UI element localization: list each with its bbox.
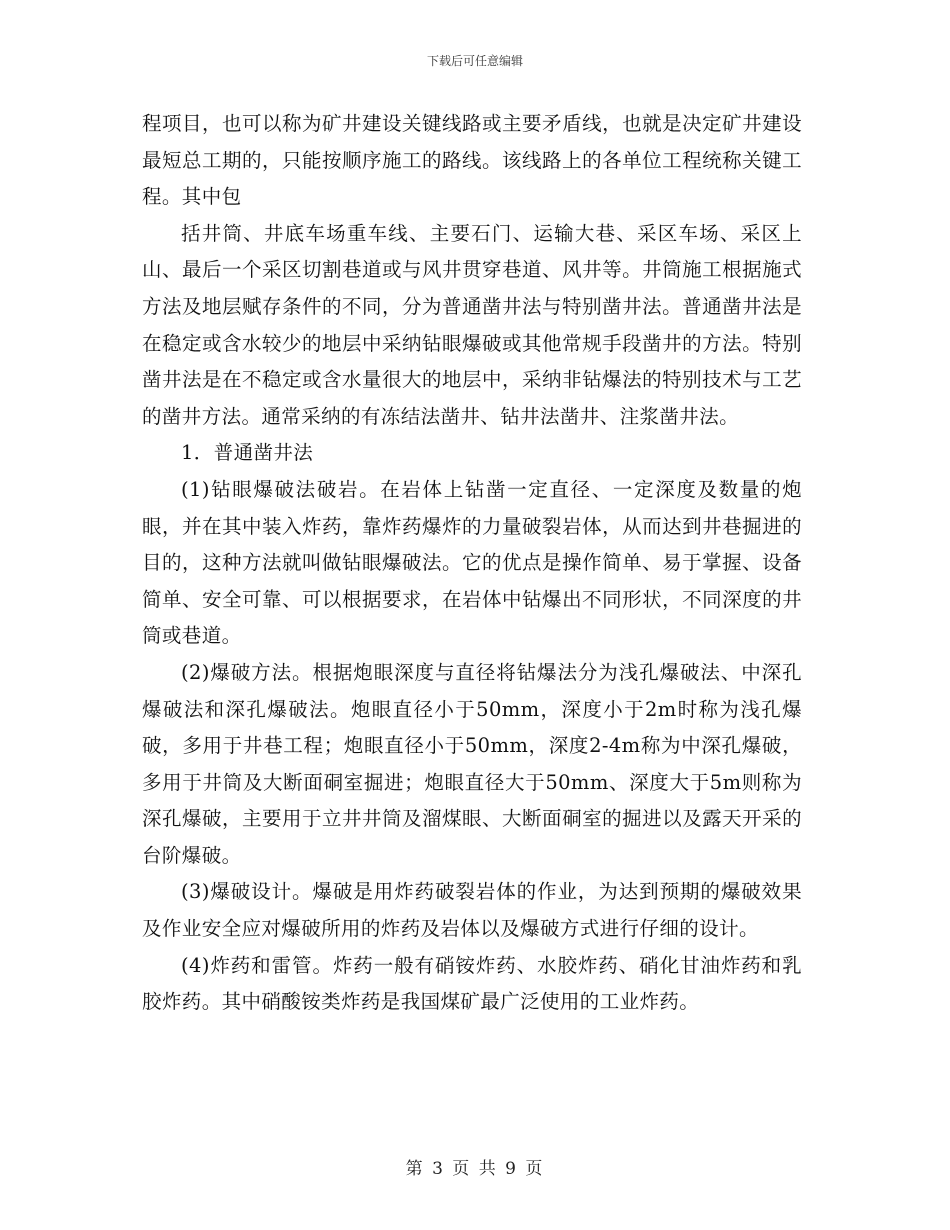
page-number: 第 3 页 共 9 页 [405,1159,545,1179]
paragraph-blasting-methods: (2)爆破方法。根据炮眼深度与直径将钻爆法分为浅孔爆破法、中深孔爆破法和深孔爆破法。炮眼直径小于50mm，深度小于2m时称为浅孔爆破，多用于井巷工程；炮眼直径小于50mm，深度2-4m称为中深孔爆破，多用于井筒及大断面硐室掘进；炮眼直径大于50mm、深度大于5m则称为深孔爆破，主要用于立井井筒及溜煤眼、大断面硐室的掘进以及露天开采的台阶爆破。 [142,660,802,867]
paragraph-explosives: (4)炸药和雷管。炸药一般有硝铵炸药、水胶炸药、硝化甘油炸药和乳胶炸药。其中硝酸铵类炸药是我国煤矿最广泛使用的工业炸药。 [142,953,802,1014]
paragraph-blasting-design: (3)爆破设计。爆破是用炸药破裂岩体的作业，为达到预期的爆破效果及作业安全应对爆破所用的炸药及岩体以及爆破方式进行仔细的设计。 [142,880,802,941]
paragraph-drilling-blasting: (1)钻眼爆破法破岩。在岩体上钻凿一定直径、一定深度及数量的炮眼，并在其中装入炸药，靠炸药爆炸的力量破裂岩体，从而达到井巷掘进的目的，这种方法就叫做钻眼爆破法。它的优点是操作简单、易于掌握、设备简单、安全可靠、可以根据要求，在岩体中钻爆出不同形状，不同深度的井筒或巷道。 [142,477,802,648]
document-body [142,106,802,1021]
paragraph-2: 括井筒、井底车场重车线、主要石门、运输大巷、采区车场、采区上山、最后一个采区切割巷道或与风井贯穿巷道、风井等。井筒施工根据施式方法及地层赋存条件的不同，分为普通凿井法与特别凿井法。普通凿井法是在稳定或含水较少的地层中采纳钻眼爆破或其他常规手段凿井的方法。特别凿井法是在不稳定或含水量很大的地层中，采纳非钻爆法的特别技术与工艺的凿井方法。通常采纳的有冻结法凿井、钻井法凿井、注浆凿井法。 [142,221,802,428]
page-header: 下载后可任意编辑 [426,54,523,68]
section-heading: 1．普通凿井法 [181,441,314,465]
paragraph-1: 程项目，也可以称为矿井建设关键线路或主要矛盾线，也就是决定矿井建设最短总工期的，只能按顺序施工的路线。该线路上的各单位工程统称关键工程。其中包 [142,112,802,209]
